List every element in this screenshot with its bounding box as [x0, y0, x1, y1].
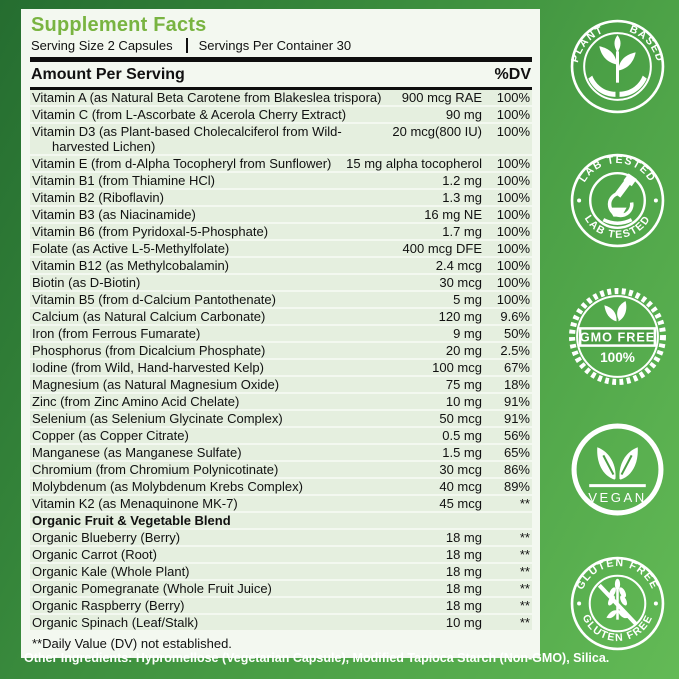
nutrient-dv: 100% — [496, 156, 530, 171]
lab-tested-icon — [569, 152, 666, 249]
nutrient-dv: ** — [519, 581, 530, 596]
svg-text:100%: 100% — [600, 349, 635, 365]
nutrient-amount: 1.2 mg — [442, 173, 482, 188]
table-row — [30, 275, 532, 292]
table-row — [30, 224, 532, 241]
nutrient-name: Calcium (as Natural Calcium Carbonate) — [32, 309, 266, 324]
table-row — [30, 377, 532, 394]
nutrient-amount: 1.5 mg — [442, 445, 482, 460]
nutrient-dv: 100% — [496, 292, 530, 307]
nutrient-dv: ** — [519, 615, 530, 630]
nutrient-name: Iodine (from Wild, Hand-harvested Kelp) — [32, 360, 264, 375]
nutrient-dv: 56% — [503, 428, 530, 443]
nutrient-amount: 100 mcg — [432, 360, 482, 375]
table-row — [30, 156, 532, 173]
nutrient-dv: ** — [519, 496, 530, 511]
nutrient-name: Organic Raspberry (Berry) — [32, 598, 185, 613]
nutrient-name: Chromium (from Chromium Polynicotinate) — [32, 462, 279, 477]
nutrient-amount: 1.7 mg — [442, 224, 482, 239]
nutrient-name: Phosphorus (from Dicalcium Phosphate) — [32, 343, 266, 358]
dv-footnote: **Daily Value (DV) not established. — [30, 632, 532, 653]
nutrient-dv: 86% — [503, 462, 530, 477]
nutrient-dv: 18% — [503, 377, 530, 392]
nutrient-dv: 100% — [496, 90, 530, 105]
svg-text:GLUTEN FREE: GLUTEN FREE — [579, 612, 656, 645]
table-row — [30, 615, 532, 632]
nutrient-name: Folate (as Active L-5-Methylfolate) — [32, 241, 230, 256]
svg-text:LAB TESTED: LAB TESTED — [576, 153, 659, 185]
nutrient-amount: 5 mg — [453, 292, 482, 307]
table-row — [30, 428, 532, 445]
nutrient-amount: 40 mcg — [439, 479, 482, 494]
svg-text:VEGAN: VEGAN — [588, 489, 647, 505]
nutrient-dv: 89% — [503, 479, 530, 494]
nutrient-dv: 91% — [503, 411, 530, 426]
table-row — [30, 360, 532, 377]
nutrient-name: Zinc (from Zinc Amino Acid Chelate) — [32, 394, 240, 409]
nutrient-dv: 2.5% — [500, 343, 530, 358]
nutrient-dv: 67% — [503, 360, 530, 375]
leaves-icon — [604, 301, 626, 321]
table-row — [30, 462, 532, 479]
table-row — [30, 258, 532, 275]
svg-text:GMO FREE: GMO FREE — [579, 330, 656, 345]
nutrient-name: Vitamin B6 (from Pyridoxal-5-Phosphate) — [32, 224, 269, 239]
panel-title: Supplement Facts — [31, 14, 207, 36]
nutrient-name: Vitamin C (from L-Ascorbate & Acerola Cherry Extract) — [32, 107, 347, 122]
nutrient-name: Vitamin A (as Natural Beta Carotene from Blakeslea trispora) — [32, 90, 382, 105]
serving-divider — [186, 38, 188, 53]
nutrient-amount: 2.4 mcg — [435, 258, 482, 273]
nutrient-name: Vitamin D3 (as Plant-based Cholecalciferol from Wild-harvested Lichen) — [32, 124, 342, 154]
table-row — [30, 445, 532, 462]
nutrient-amount: 30 mcg — [439, 275, 482, 290]
nutrient-name: Vitamin B12 (as Methylcobalamin) — [32, 258, 230, 273]
table-row — [30, 394, 532, 411]
gluten-free-badge — [569, 555, 666, 652]
table-row — [30, 124, 532, 156]
table-row — [30, 564, 532, 581]
nutrient-name: Vitamin B5 (from d-Calcium Pantothenate) — [32, 292, 276, 307]
plant-based-badge — [569, 18, 666, 115]
servings-per-container: Servings Per Container 30 — [198, 38, 352, 53]
nutrient-name: Molybdenum (as Molybdenum Krebs Complex) — [32, 479, 303, 494]
nutrient-amount: 10 mg — [445, 394, 482, 409]
nutrient-amount: 45 mcg — [439, 496, 482, 511]
gmo-free-badge — [567, 286, 668, 387]
nutrient-name: Vitamin B3 (as Niacinamide) — [32, 207, 196, 222]
table-row — [30, 207, 532, 224]
table-row — [30, 411, 532, 428]
nutrient-amount: 30 mcg — [439, 462, 482, 477]
nutrient-dv: 100% — [496, 258, 530, 273]
nutrient-dv: 100% — [496, 173, 530, 188]
nutrient-name: Magnesium (as Natural Magnesium Oxide) — [32, 377, 280, 392]
table-row — [30, 496, 532, 513]
table-row — [30, 107, 532, 124]
dv-header-label: %DV — [494, 66, 531, 83]
nutrient-dv: 100% — [496, 224, 530, 239]
nutrient-dv: 50% — [503, 326, 530, 341]
nutrient-amount: 1.3 mg — [442, 190, 482, 205]
supplement-facts-panel — [21, 9, 540, 658]
table-row — [30, 581, 532, 598]
leaves-icon — [597, 447, 638, 479]
table-row — [30, 90, 532, 107]
nutrient-name: Manganese (as Manganese Sulfate) — [32, 445, 242, 460]
amount-per-serving-header — [30, 62, 532, 90]
table-row — [30, 598, 532, 615]
table-row — [30, 530, 532, 547]
nutrient-name: Vitamin K2 (as Menaquinone MK-7) — [32, 496, 238, 511]
nutrient-name: Vitamin B2 (Riboflavin) — [32, 190, 164, 205]
nutrient-amount: 0.5 mg — [442, 428, 482, 443]
svg-text:GLUTEN FREE: GLUTEN FREE — [574, 556, 661, 592]
table-row — [30, 292, 532, 309]
table-row — [30, 343, 532, 360]
nutrient-dv: ** — [519, 598, 530, 613]
other-ingredients: Other Ingredients: Hypromellose (Vegetarian Capsule), Modified Tapioca Starch (Non-GMO), Silica. — [24, 651, 610, 665]
nutrient-name: Organic Spinach (Leaf/Stalk) — [32, 615, 199, 630]
nutrient-amount: 18 mg — [445, 547, 482, 562]
microscope-icon — [603, 176, 632, 223]
nutrient-name: Vitamin B1 (from Thiamine HCl) — [32, 173, 216, 188]
nutrient-dv: 100% — [496, 275, 530, 290]
nutrient-amount: 75 mg — [445, 377, 482, 392]
nutrient-name: Selenium (as Selenium Glycinate Complex) — [32, 411, 283, 426]
plant-based-icon — [569, 18, 666, 115]
nutrient-name: Iron (from Ferrous Fumarate) — [32, 326, 201, 341]
table-row — [30, 547, 532, 564]
nutrient-amount: 16 mg NE — [424, 207, 482, 222]
svg-text:PLANT: PLANT — [569, 23, 606, 64]
svg-text:BASED: BASED — [627, 23, 666, 64]
nutrient-name: Copper (as Copper Citrate) — [32, 428, 189, 443]
nutrient-dv: ** — [519, 547, 530, 562]
nutrient-name: Vitamin E (from d-Alpha Tocopheryl from Sunflower) — [32, 156, 332, 171]
table-row — [30, 326, 532, 343]
table-row — [30, 241, 532, 258]
facts-table-body — [30, 90, 532, 513]
svg-text:LAB TESTED: LAB TESTED — [581, 213, 654, 242]
nutrient-amount: 18 mg — [445, 598, 482, 613]
nutrient-amount: 18 mg — [445, 581, 482, 596]
vegan-badge — [569, 421, 666, 518]
vegan-icon — [569, 421, 666, 518]
nutrient-dv: 100% — [496, 124, 530, 139]
nutrient-name: Organic Carrot (Root) — [32, 547, 157, 562]
nutrient-dv: ** — [519, 530, 530, 545]
blend-section-header: Organic Fruit & Vegetable Blend — [30, 513, 532, 530]
gmo-free-icon — [567, 286, 668, 387]
serving-info — [30, 37, 532, 62]
nutrient-dv: 100% — [496, 107, 530, 122]
nutrient-name: Organic Kale (Whole Plant) — [32, 564, 190, 579]
nutrient-amount: 120 mg — [438, 309, 482, 324]
table-row — [30, 309, 532, 326]
nutrient-name: Organic Blueberry (Berry) — [32, 530, 181, 545]
gluten-free-icon — [569, 555, 666, 652]
table-row — [30, 190, 532, 207]
blend-table-body — [30, 530, 532, 632]
nutrient-amount: 20 mg — [445, 343, 482, 358]
lab-tested-badge — [569, 152, 666, 249]
nutrient-amount: 18 mg — [445, 564, 482, 579]
nutrient-dv: 100% — [496, 190, 530, 205]
nutrient-amount: 15 mg alpha tocopherol — [346, 156, 482, 171]
nutrient-amount: 10 mg — [445, 615, 482, 630]
nutrient-amount: 90 mg — [445, 107, 482, 122]
amount-header-label: Amount Per Serving — [31, 66, 185, 83]
nutrient-dv: 65% — [503, 445, 530, 460]
nutrient-name: Organic Pomegranate (Whole Fruit Juice) — [32, 581, 272, 596]
wheat-crossed-icon — [599, 579, 635, 624]
nutrient-dv: ** — [519, 564, 530, 579]
nutrient-amount: 20 mcg(800 IU) — [392, 124, 482, 139]
nutrient-amount: 400 mcg DFE — [402, 241, 482, 256]
nutrient-amount: 9 mg — [453, 326, 482, 341]
serving-size: Serving Size 2 Capsules — [31, 38, 173, 53]
nutrient-dv: 100% — [496, 241, 530, 256]
nutrient-name: Biotin (as D-Biotin) — [32, 275, 141, 290]
nutrient-amount: 50 mcg — [439, 411, 482, 426]
table-row — [30, 173, 532, 190]
nutrient-dv: 91% — [503, 394, 530, 409]
nutrient-amount: 900 mcg RAE — [401, 90, 482, 105]
table-row — [30, 479, 532, 496]
nutrient-dv: 9.6% — [500, 309, 530, 324]
nutrient-amount: 18 mg — [445, 530, 482, 545]
nutrient-dv: 100% — [496, 207, 530, 222]
